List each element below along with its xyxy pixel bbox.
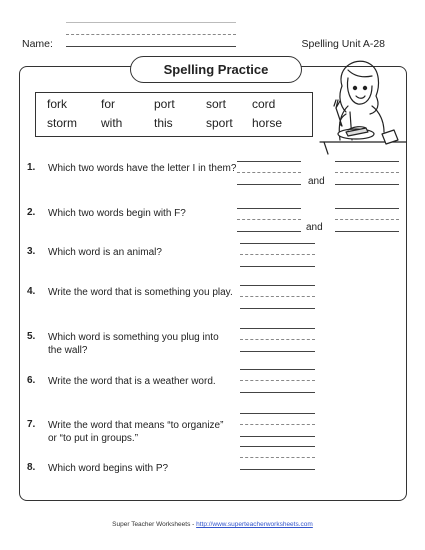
answer-guide-mid <box>335 219 399 220</box>
question-text: Write the word that is a weather word. <box>48 376 216 387</box>
question-number: 1. <box>27 162 36 173</box>
footer-link[interactable]: http://www.superteacherworksheets.com <box>196 521 313 528</box>
question-text: Write the word that means “to organize” or “to put in groups.” <box>48 420 224 444</box>
and-label: and <box>306 222 323 233</box>
answer-line[interactable] <box>335 184 399 185</box>
answer-guide-mid <box>240 380 315 381</box>
word-bank-item: cord <box>252 97 276 111</box>
question-number: 5. <box>27 331 36 342</box>
question-number: 6. <box>27 375 36 386</box>
answer-guide-mid <box>240 254 315 255</box>
word-bank-item: sort <box>206 97 227 111</box>
girl-eating-illustration <box>318 56 408 156</box>
unit-label: Spelling Unit A-28 <box>301 38 385 50</box>
question-number: 3. <box>27 246 36 257</box>
page-title: Spelling Practice <box>130 56 302 83</box>
question-text: Which two words have the letter I in them? <box>48 163 237 174</box>
name-guide-top <box>66 22 236 23</box>
answer-line[interactable] <box>240 308 315 309</box>
answer-guide-top <box>237 161 301 162</box>
word-bank-item: horse <box>252 116 283 130</box>
question-text: Which word is an animal? <box>48 247 162 258</box>
answer-guide-mid <box>237 172 301 173</box>
answer-line[interactable] <box>240 351 315 352</box>
word-bank-item: sport <box>206 116 233 130</box>
answer-line[interactable] <box>240 469 315 470</box>
answer-guide-top <box>240 243 315 244</box>
word-bank-item: fork <box>47 97 68 111</box>
answer-guide-mid <box>240 424 315 425</box>
word-bank-item: port <box>154 97 175 111</box>
answer-guide-mid <box>240 457 315 458</box>
answer-guide-mid <box>335 172 399 173</box>
word-bank-item: storm <box>47 116 77 130</box>
question-text: Write the word that is something you play. <box>48 287 233 298</box>
answer-guide-top <box>240 446 315 447</box>
question-number: 7. <box>27 419 36 430</box>
answer-line[interactable] <box>240 392 315 393</box>
answer-guide-top <box>240 413 315 414</box>
footer <box>0 521 425 528</box>
answer-guide-top <box>335 208 399 209</box>
answer-line[interactable] <box>335 231 399 232</box>
question-text: Which two words begin with F? <box>48 208 186 219</box>
answer-line[interactable] <box>240 266 315 267</box>
answer-guide-top <box>335 161 399 162</box>
answer-line[interactable] <box>240 436 315 437</box>
question-number: 4. <box>27 286 36 297</box>
question-number: 8. <box>27 462 36 473</box>
word-bank-item: for <box>101 97 116 111</box>
answer-line[interactable] <box>237 231 301 232</box>
answer-guide-top <box>237 208 301 209</box>
and-label: and <box>308 176 325 187</box>
name-label: Name: <box>22 38 53 50</box>
answer-guide-mid <box>240 296 315 297</box>
answer-line[interactable] <box>237 184 301 185</box>
name-guide-mid <box>66 34 236 35</box>
answer-guide-top <box>240 328 315 329</box>
question-number: 2. <box>27 207 36 218</box>
answer-guide-top <box>240 285 315 286</box>
question-text: Which word begins with P? <box>48 463 169 474</box>
word-bank-item: this <box>154 116 173 130</box>
answer-guide-mid <box>240 339 315 340</box>
name-field[interactable] <box>66 46 236 47</box>
question-text: Which word is something you plug into the wall? <box>48 332 219 356</box>
answer-guide-mid <box>237 219 301 220</box>
footer-separator: - <box>192 521 195 528</box>
footer-site: Super Teacher Worksheets <box>112 521 191 528</box>
answer-guide-top <box>240 369 315 370</box>
word-bank-item: with <box>101 116 123 130</box>
